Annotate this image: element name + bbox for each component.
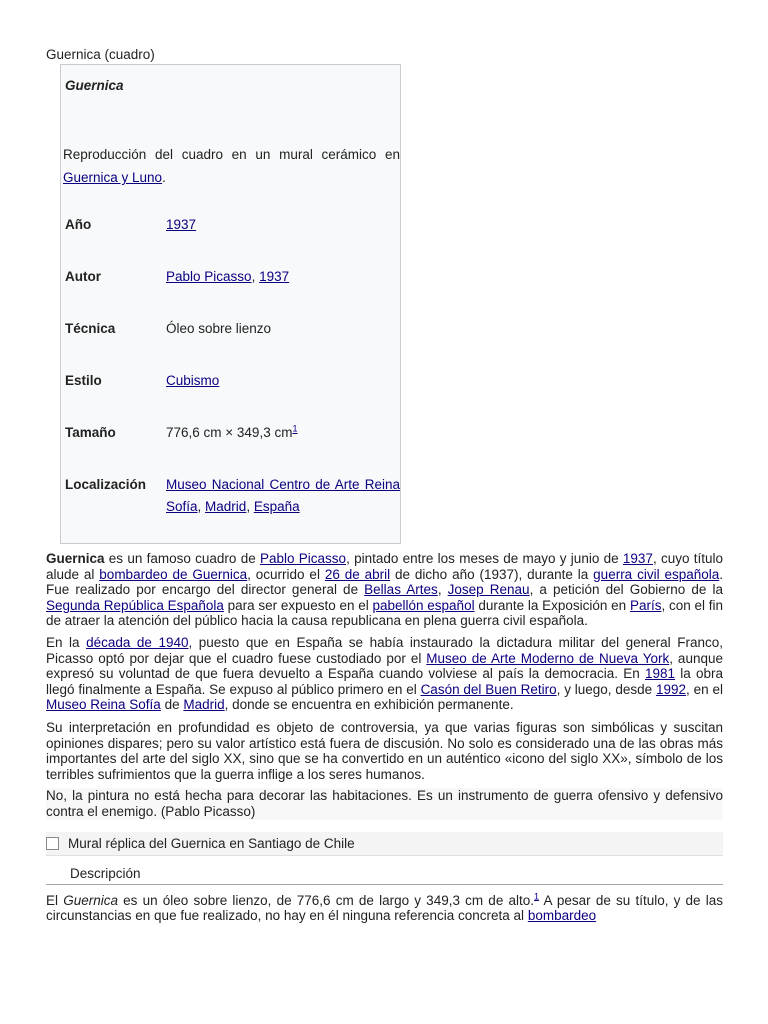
text: A pesar de su título, y de las circunstancias en que fue realizado, no hay en él ninguna referencia concreta al bbox=[46, 892, 723, 924]
link-museo-reina-sofia[interactable]: Museo Reina Sofía bbox=[46, 697, 161, 713]
link-bombardeo[interactable]: bombardeo bbox=[527, 908, 597, 924]
infobox-title: Guernica bbox=[65, 78, 124, 93]
text: , ocurrido el bbox=[247, 566, 325, 582]
text: de bbox=[160, 697, 184, 713]
link-guerra-civil-espanola[interactable]: guerra civil española bbox=[593, 566, 720, 582]
caption-end: . bbox=[162, 170, 166, 185]
link-pablo-picasso[interactable]: Pablo Picasso bbox=[259, 551, 347, 566]
link-1981[interactable]: 1981 bbox=[645, 666, 676, 682]
text: El bbox=[46, 892, 64, 908]
link-autor-1937[interactable]: 1937 bbox=[259, 269, 290, 284]
text: , a petición del Gobierno de la bbox=[529, 582, 723, 598]
infobox-label-anio: Año bbox=[65, 217, 92, 232]
ref-link[interactable]: 1 bbox=[534, 891, 540, 901]
link-madrid[interactable]: Madrid bbox=[183, 697, 225, 713]
text: , con el fin de atraer la atención del público hacia la causa republicana en plena guerra civil española. bbox=[46, 597, 723, 629]
gallery-label: Mural réplica del Guernica en Santiago de Chile bbox=[68, 835, 355, 851]
infobox-row-localizacion bbox=[63, 459, 400, 533]
text: , pintado entre los meses de mayo y junio de bbox=[346, 551, 623, 566]
bold-guernica: Guernica bbox=[46, 551, 105, 566]
page-title: Guernica (cuadro) bbox=[46, 47, 155, 62]
text: es un óleo sobre lienzo, de 776,6 cm de largo y 349,3 cm de alto. bbox=[117, 892, 535, 908]
infobox bbox=[60, 64, 401, 544]
text: , en el bbox=[686, 681, 723, 697]
infobox-value-tecnica: Óleo sobre lienzo bbox=[166, 321, 272, 336]
paragraph-description bbox=[46, 893, 723, 924]
text: durante la Exposición en bbox=[474, 597, 630, 613]
picasso-quote: No, la pintura no está hecha para decorar las habitaciones. Es un instrumento de guerra ofensivo y defensivo contra el enemigo. (Pablo Picasso) bbox=[46, 788, 723, 819]
infobox-row-estilo bbox=[63, 355, 400, 407]
infobox-label-localizacion: Localización bbox=[65, 477, 147, 492]
infobox-row-tecnica bbox=[63, 303, 400, 355]
link-pablo-picasso[interactable]: Pablo Picasso bbox=[166, 269, 252, 284]
link-espana[interactable]: España bbox=[253, 499, 300, 514]
section-heading-descripcion: Descripción bbox=[46, 865, 723, 885]
link-cason-buen-retiro[interactable]: Casón del Buen Retiro bbox=[420, 681, 557, 697]
gallery-toggle[interactable] bbox=[46, 832, 723, 856]
link-26-de-abril[interactable]: 26 de abril bbox=[324, 566, 391, 582]
link-cubismo[interactable]: Cubismo bbox=[166, 373, 220, 388]
text: , aunque expresó su voluntad de que fuera devuelto a España cuando volviese al país la democracia. En bbox=[46, 650, 723, 682]
text: , cuyo título alude al bbox=[46, 551, 724, 582]
link-1992[interactable]: 1992 bbox=[656, 681, 687, 697]
link-decada-1940[interactable]: década de 1940 bbox=[86, 634, 189, 650]
text: , puesto que en España se había instaurado la dictadura militar del general Franco, Picasso optó por dejar que el cuadro fuese custodiado por el bbox=[46, 634, 723, 666]
link-1937[interactable]: 1937 bbox=[622, 551, 653, 566]
infobox-label-tamano: Tamaño bbox=[65, 425, 116, 440]
infobox-row-anio bbox=[63, 199, 400, 251]
link-bellas-artes[interactable]: Bellas Artes bbox=[364, 582, 438, 598]
link-paris[interactable]: París bbox=[629, 597, 662, 613]
link-anio-1937[interactable]: 1937 bbox=[166, 217, 197, 232]
paragraph-interpretation: Su interpretación en profundidad es objeto de controversia, ya que varias figuras son simbólicas y suscitan opiniones dispares; pero su valor artístico está fuera de discusión. No solo es considerado una de las obras más importantes del arte del siglo XX, sino que se ha convertido en un auténtico «icono del siglo XX», símbolo de los terribles sufrimientos que la guerra inflige a los seres humanos. bbox=[46, 719, 723, 782]
text: la obra llegó finalmente a España. Se expuso al público primero en el bbox=[46, 666, 723, 697]
loc-separator: , bbox=[246, 499, 254, 514]
caption-text: Reproducción del cuadro en un mural cerámico en bbox=[63, 147, 400, 162]
autor-separator: , bbox=[251, 269, 260, 284]
infobox-caption bbox=[63, 143, 400, 189]
infobox-label-tecnica: Técnica bbox=[65, 321, 116, 336]
text: es un famoso cuadro de bbox=[104, 551, 260, 566]
link-guernica-y-luno[interactable]: Guernica y Luno bbox=[63, 170, 163, 185]
loc-separator: , bbox=[197, 499, 206, 514]
checkbox-icon[interactable] bbox=[46, 837, 59, 850]
text: para ser expuesto en el bbox=[223, 597, 373, 613]
article bbox=[46, 46, 723, 924]
link-bombardeo-de-guernica[interactable]: bombardeo de Guernica bbox=[99, 566, 248, 582]
ref-link[interactable]: 1 bbox=[292, 423, 298, 434]
infobox-value-tamano: 776,6 cm × 349,3 cm bbox=[166, 425, 293, 440]
link-josep-renau[interactable]: Josep Renau bbox=[447, 582, 530, 598]
text: , donde se encuentra en exhibición permanente. bbox=[224, 697, 514, 713]
infobox-row-autor bbox=[63, 251, 400, 303]
text: de dicho año (1937), durante la bbox=[390, 566, 594, 582]
infobox-label-estilo: Estilo bbox=[65, 373, 102, 388]
text: En la bbox=[46, 634, 87, 650]
link-pabellon-espanol[interactable]: pabellón español bbox=[372, 597, 475, 613]
link-moma[interactable]: Museo de Arte Moderno de Nueva York bbox=[426, 650, 670, 666]
text: . Fue realizado por encargo del director general de bbox=[46, 566, 724, 598]
link-museo-reina-sofia[interactable]: Museo Nacional Centro de Arte Reina Sofía bbox=[166, 477, 400, 514]
infobox-label-autor: Autor bbox=[65, 269, 101, 284]
text: , bbox=[437, 582, 448, 598]
paragraph-history bbox=[46, 635, 723, 713]
link-segunda-republica[interactable]: Segunda República Española bbox=[46, 597, 224, 613]
italic-guernica: Guernica bbox=[63, 892, 118, 908]
infobox-row-tamano bbox=[63, 407, 400, 459]
text: , y luego, desde bbox=[556, 681, 656, 697]
paragraph-intro bbox=[46, 551, 723, 629]
link-madrid[interactable]: Madrid bbox=[205, 499, 247, 514]
